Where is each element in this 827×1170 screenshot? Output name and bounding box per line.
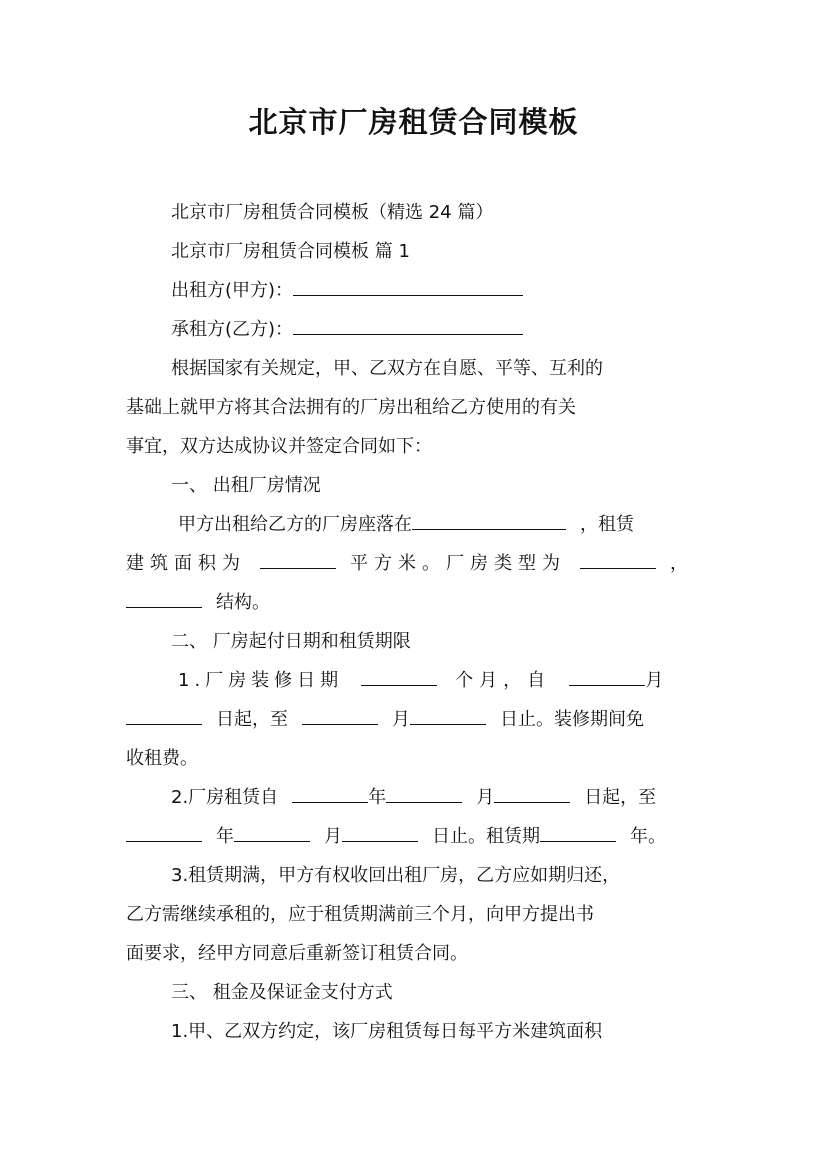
clause-1-line-2 bbox=[126, 544, 706, 583]
document-title: 北京市厂房租赁合同模板 bbox=[248, 105, 579, 139]
lessor-line bbox=[126, 271, 706, 310]
lessee-blank bbox=[293, 312, 523, 335]
lease-end-day-blank bbox=[342, 819, 418, 842]
document-body bbox=[126, 193, 706, 1051]
lessor-label: 出租方(甲方)： bbox=[171, 280, 294, 301]
clause-2-item-1-line-1 bbox=[126, 661, 706, 700]
clause-3-item-1-line-1: 1.甲、乙双方约定，该厂房租赁每日每平方米建筑面积 bbox=[171, 1021, 603, 1042]
month-label: 月 bbox=[645, 670, 664, 691]
clause-1-line-3 bbox=[126, 583, 706, 622]
months-from-label: 个月，自 bbox=[455, 670, 552, 691]
decoration-end-day-blank bbox=[410, 702, 486, 725]
type-label: 平方米。厂房类型为 bbox=[350, 553, 566, 574]
lease-from-label: 2.厂房租赁自 bbox=[171, 787, 279, 808]
clause-3-heading: 三、 租金及保证金支付方式 bbox=[171, 982, 393, 1003]
lease-term-label: 日止。租赁期 bbox=[432, 826, 540, 847]
lease-end-month-blank bbox=[234, 819, 310, 842]
area-blank bbox=[260, 546, 336, 569]
clause-1-text-a: 甲方出租给乙方的厂房座落在 bbox=[178, 514, 412, 535]
day-end-label: 日止。装修期间免 bbox=[500, 709, 644, 730]
location-blank bbox=[412, 507, 566, 530]
decoration-start-month-blank bbox=[569, 663, 645, 686]
month-label-4: 月 bbox=[324, 826, 342, 847]
structure-label: 结构。 bbox=[216, 592, 270, 613]
clause-2-item-3-line-1: 3.租赁期满，甲方有权收回出租厂房，乙方应如期归还， bbox=[171, 865, 621, 886]
clause-2-item-2-line-2 bbox=[126, 817, 706, 856]
decoration-start-day-blank bbox=[126, 702, 202, 725]
section-heading-part-1: 北京市厂房租赁合同模板 篇 1 bbox=[171, 241, 410, 262]
decoration-months-blank bbox=[361, 663, 437, 686]
decoration-end-month-blank bbox=[302, 702, 378, 725]
clause-1-line-1 bbox=[126, 505, 706, 544]
lease-start-year-blank bbox=[292, 780, 368, 803]
lease-end-year-blank bbox=[126, 819, 202, 842]
clause-1-heading: 一、 出租厂房情况 bbox=[171, 475, 321, 496]
day-from-to-label: 日起，至 bbox=[584, 787, 657, 808]
clause-2-item-1-line-3: 收租费。 bbox=[126, 748, 198, 769]
month-label-3: 月 bbox=[476, 787, 495, 808]
comma-text: ， bbox=[670, 553, 688, 574]
decoration-label: 1.厂房装修日期 bbox=[178, 670, 344, 691]
lessor-blank bbox=[293, 273, 523, 296]
preamble-line-2: 基础上就甲方将其合法拥有的厂房出租给乙方使用的有关 bbox=[126, 397, 576, 418]
preamble-line-3: 事宜，双方达成协议并签定合同如下： bbox=[126, 436, 432, 457]
clause-2-heading: 二、 厂房起付日期和租赁期限 bbox=[171, 631, 411, 652]
clause-2-item-3-line-2: 乙方需继续承租的，应于租赁期满前三个月，向甲方提出书 bbox=[126, 904, 594, 925]
clause-2-item-2-line-1 bbox=[126, 778, 706, 817]
year-label: 年 bbox=[368, 787, 387, 808]
lessee-label: 承租方(乙方)： bbox=[171, 319, 294, 340]
clause-2-item-3-line-3: 面要求，经甲方同意后重新签订租赁合同。 bbox=[126, 943, 468, 964]
structure-blank bbox=[126, 585, 202, 608]
year-end-label: 年。 bbox=[630, 826, 666, 847]
lessee-line bbox=[126, 310, 706, 349]
preamble-line-1: 根据国家有关规定，甲、乙双方在自愿、平等、互利的 bbox=[171, 358, 603, 379]
month-label-2: 月 bbox=[392, 709, 410, 730]
clause-1-text-b: ，租赁 bbox=[580, 514, 634, 535]
area-label: 建筑面积为 bbox=[126, 553, 246, 574]
lease-start-day-blank bbox=[494, 780, 570, 803]
clause-2-item-1-line-2 bbox=[126, 700, 706, 739]
type-blank bbox=[580, 546, 656, 569]
subtitle-line: 北京市厂房租赁合同模板（精选 24 篇） bbox=[171, 202, 494, 223]
year-label-2: 年 bbox=[216, 826, 234, 847]
lease-term-blank bbox=[540, 819, 616, 842]
lease-start-month-blank bbox=[386, 780, 462, 803]
day-to-label: 日起，至 bbox=[216, 709, 288, 730]
